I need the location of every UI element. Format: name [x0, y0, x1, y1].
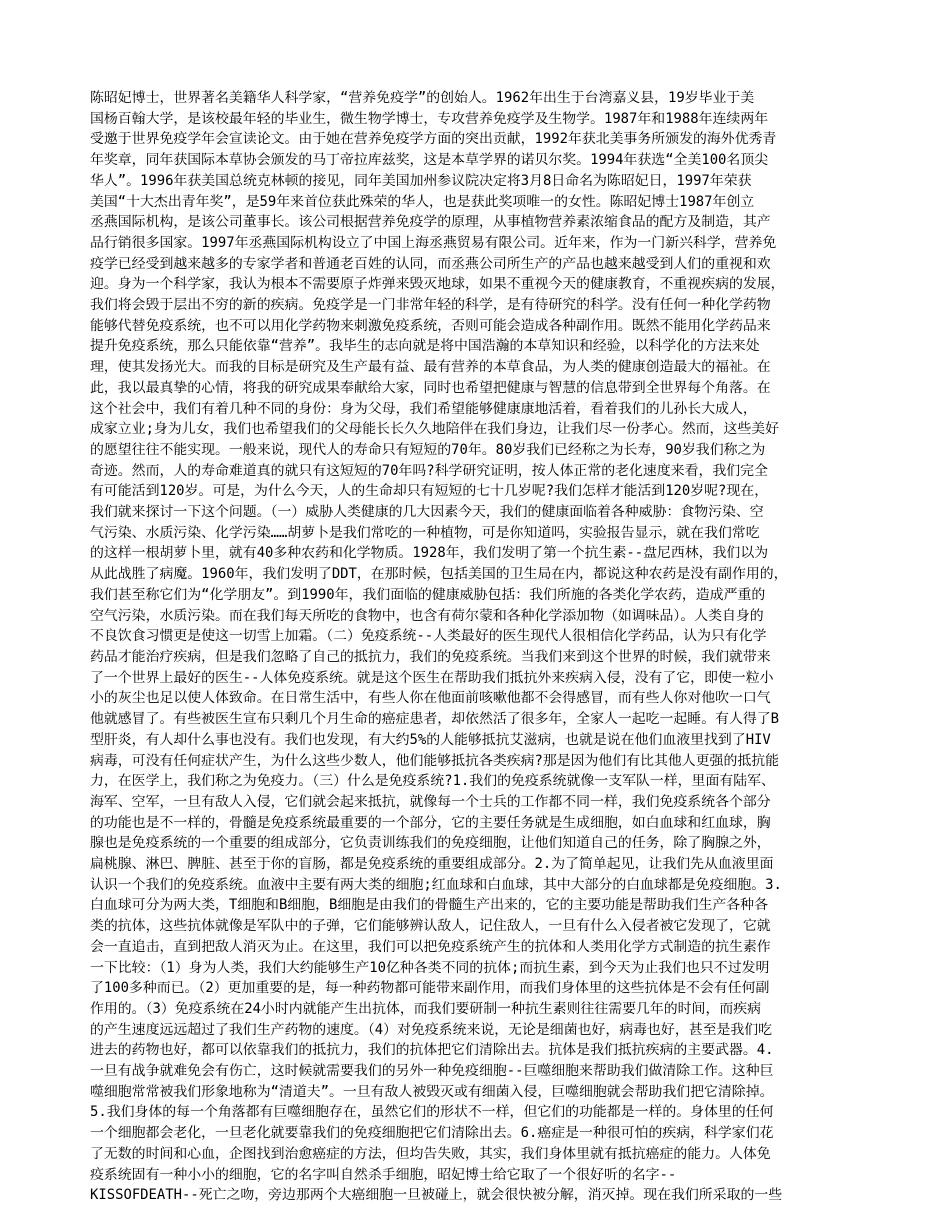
- document-page: [90, 88, 862, 1206]
- body-text: 陈昭妃博士，世界著名美籍华人科学家，“营养免疫学”的创始人。1962年出生于台湾嘉义县，19岁毕业于美 国杨百翰大学，是该校最年轻的毕业生，微生物学博士，专攻营养免疫学及生物学。1987年和1988年连续两年 受邀于世界免疫学年会宣读论文。由于她在营养免疫学方面的突出贡献，1992年获北美事务所颁发的海外优秀青 年奖章，同年获国际本草协会颁发的马丁帝拉库兹奖，这是本草学界的诺贝尔奖。1994年获选“全美100名顶尖 华人”。1996年获美国总统克林顿的接见，同年美国加州参议院决定将3月8日命名为陈昭妃日，1997年荣获 美国“十大杰出青年奖”，是59年来首位获此殊荣的华人，也是获此奖项唯一的女性。陈昭妃博士1987年创立 丞燕国际机构，是该公司董事长。该公司根据营养免疫学的原理，从事植物营养素浓缩食品的配方及制造，其产 品行销很多国家。1997年丞燕国际机构设立了中国上海丞燕贸易有限公司。近年来，作为一门新兴科学，营养免 疫学已经受到越来越多的专家学者和普通老百姓的认同，而丞燕公司所生产的产品也越来越受到人们的重视和欢 迎。身为一个科学家，我认为根本不需要原子炸弹来毁灭地球，如果不重视今天的健康教育，不重视疾病的发展， 我们将会毁于层出不穷的新的疾病。免疫学是一门非常年轻的科学，是有待研究的科学。没有任何一种化学药物 能够代替免疫系统，也不可以用化学药物来刺激免疫系统，否则可能会造成各种副作用。既然不能用化学药品来 提升免疫系统，那么只能依靠“营养”。我毕生的志向就是将中国浩瀚的本草知识和经验，以科学化的方法来处 理，使其发扬光大。而我的目标是研究及生产最有益、最有营养的本草食品，为人类的健康创造最大的福祉。在 此，我以最真挚的心情，将我的研究成果奉献给大家，同时也希望把健康与智慧的信息带到全世界每个角落。在 这个社会中，我们有着几种不同的身份：身为父母，我们希望能够健康康地活着，看着我们的儿孙长大成人， 成家立业;身为儿女，我们也希望我们的父母能长长久久地陪伴在我们身边，让我们尽一份孝心。然而，这些美好 的愿望往往不能实现。一般来说，现代人的寿命只有短短的70年。80岁我们已经称之为长寿，90岁我们称之为 奇迹。然而，人的寿命难道真的就只有这短短的70年吗?科学研究证明，按人体正常的老化速度来看，我们完全 有可能活到120岁。可是，为什么今天，人的生命却只有短短的七十几岁呢?我们怎样才能活到120岁呢?现在， 我们就来探讨一下这个问题。（一）威胁人类健康的几大因素今天，我们的健康面临着各种威胁：食物污染、空 气污染、水质污染、化学污染……胡萝卜是我们常吃的一种植物，可是你知道吗，实验报告显示，就在我们常吃 的这样一根胡萝卜里，就有40多种农药和化学物质。1928年，我们发明了第一个抗生素--盘尼西林，我们以为 从此战胜了病魔。1960年，我们发明了DDT，在那时候，包括美国的卫生局在内，都说这种农药是没有副作用的， 我们甚至称它们为“化学朋友”。到1990年，我们面临的健康威胁包括：我们所施的各类化学农药，造成严重的 空气污染，水质污染。而在我们每天所吃的食物中，也含有荷尔蒙和各种化学添加物（如调味品）。人类自身的 不良饮食习惯更是使这一切雪上加霜。（二）免疫系统--人类最好的医生现代人很相信化学药品，认为只有化学 药品才能治疗疾病，但是我们忽略了自己的抵抗力，我们的免疫系统。当我们来到这个世界的时候，我们就带来 了一个世界上最好的医生--人体免疫系统。就是这个医生在帮助我们抵抗外来疾病入侵，没有了它，即使一粒小 小的灰尘也足以使人体致命。在日常生活中，有些人你在他面前咳嗽他都不会得感冒，而有些人你对他吹一口气 他就感冒了。有些被医生宣布只剩几个月生命的癌症患者，却依然活了很多年，全家人一起吃一起睡。有人得了B 型肝炎，有人却什么事也没有。我们也发现，有大约5%的人能够抵抗艾滋病，也就是说在他们血液里找到了HIV 病毒，可没有任何症状产生，为什么这些少数人，他们能够抵抗各类疾病?那是因为他们有比其他人更强的抵抗能 力，在医学上，我们称之为免疫力。（三）什么是免疫系统?1.我们的免疫系统就像一支军队一样，里面有陆军、 海军、空军，一旦有敌人入侵，它们就会起来抵抗，就像每一个士兵的工作都不同一样，我们免疫系统各个部分 的功能也是不一样的，骨髓是免疫系统最重要的一个部分，它的主要任务就是生成细胞，如白血球和红血球，胸 腺也是免疫系统的一个重要的组成部分，它负责训练我们的免疫细胞，让他们知道自己的任务，除了胸腺之外， 扁桃腺、淋巴、脾脏、甚至于你的盲肠，都是免疫系统的重要组成部分。2.为了简单起见，让我们先从血液里面 认识一个我们的免疫系统。血液中主要有两大类的细胞;红血球和白血球，其中大部分的白血球都是免疫细胞。3. 白血球可分为两大类，T细胞和B细胞，B细胞是由我们的骨髓生产出来的，它的主要功能是帮助我们生产各种各 类的抗体，这些抗体就像是军队中的子弹，它们能够辨认敌人，记住敌人，一旦有什么入侵者被它发现了，它就 会一直追击，直到把敌人消灭为止。在这里，我们可以把免疫系统产生的抗体和人类用化学方式制造的抗生素作 一下比较：（1）身为人类，我们大约能够生产10亿种各类不同的抗体;而抗生素，到今天为止我们也只不过发明 了100多种而已。（2）更加重要的是，每一种药物都可能带来副作用，而我们身体里的这些抗体是不会有任何副 作用的。（3）免疫系统在24小时内就能产生出抗体，而我们要研制一种抗生素则往往需要几年的时间，而疾病 的产生速度远远超过了我们生产药物的速度。（4）对免疫系统来说，无论是细菌也好，病毒也好，甚至是我们吃 进去的药物也好，都可以依靠我们的抵抗力，我们的抗体把它们清除出去。抗体是我们抵抗疾病的主要武器。4. 一旦有战争就难免会有伤亡，这时候就需要我们的另外一种免疫细胞--巨噬细胞来帮助我们做清除工作。这种巨 噬细胞常常被我们形象地称为“清道夫”。一旦有敌人被毁灭或有细菌入侵，巨噬细胞就会帮助我们把它清除掉。 5.我们身体的每一个角落都有巨噬细胞存在，虽然它们的形状不一样，但它们的功能都是一样的。身体里的任何 一个细胞都会老化，一旦老化就要靠我们的免疫细胞把它们清除出去。6.癌症是一种很可怕的疾病，科学家们花 了无数的时间和心血，企图找到治愈癌症的方法，但均告失败，其实，我们身体里就有抵抗癌症的能力。人体免 疫系统固有一种小小的细胞，它的名字叫自然杀手细胞，昭妃博士给它取了一个很好听的名字-- KISSOFDEATH--死亡之吻，旁边那两个大癌细胞一旦被碰上，就会很快被分解，消灭掉。现在我们所采取的一些: [90, 90, 788, 1204]
